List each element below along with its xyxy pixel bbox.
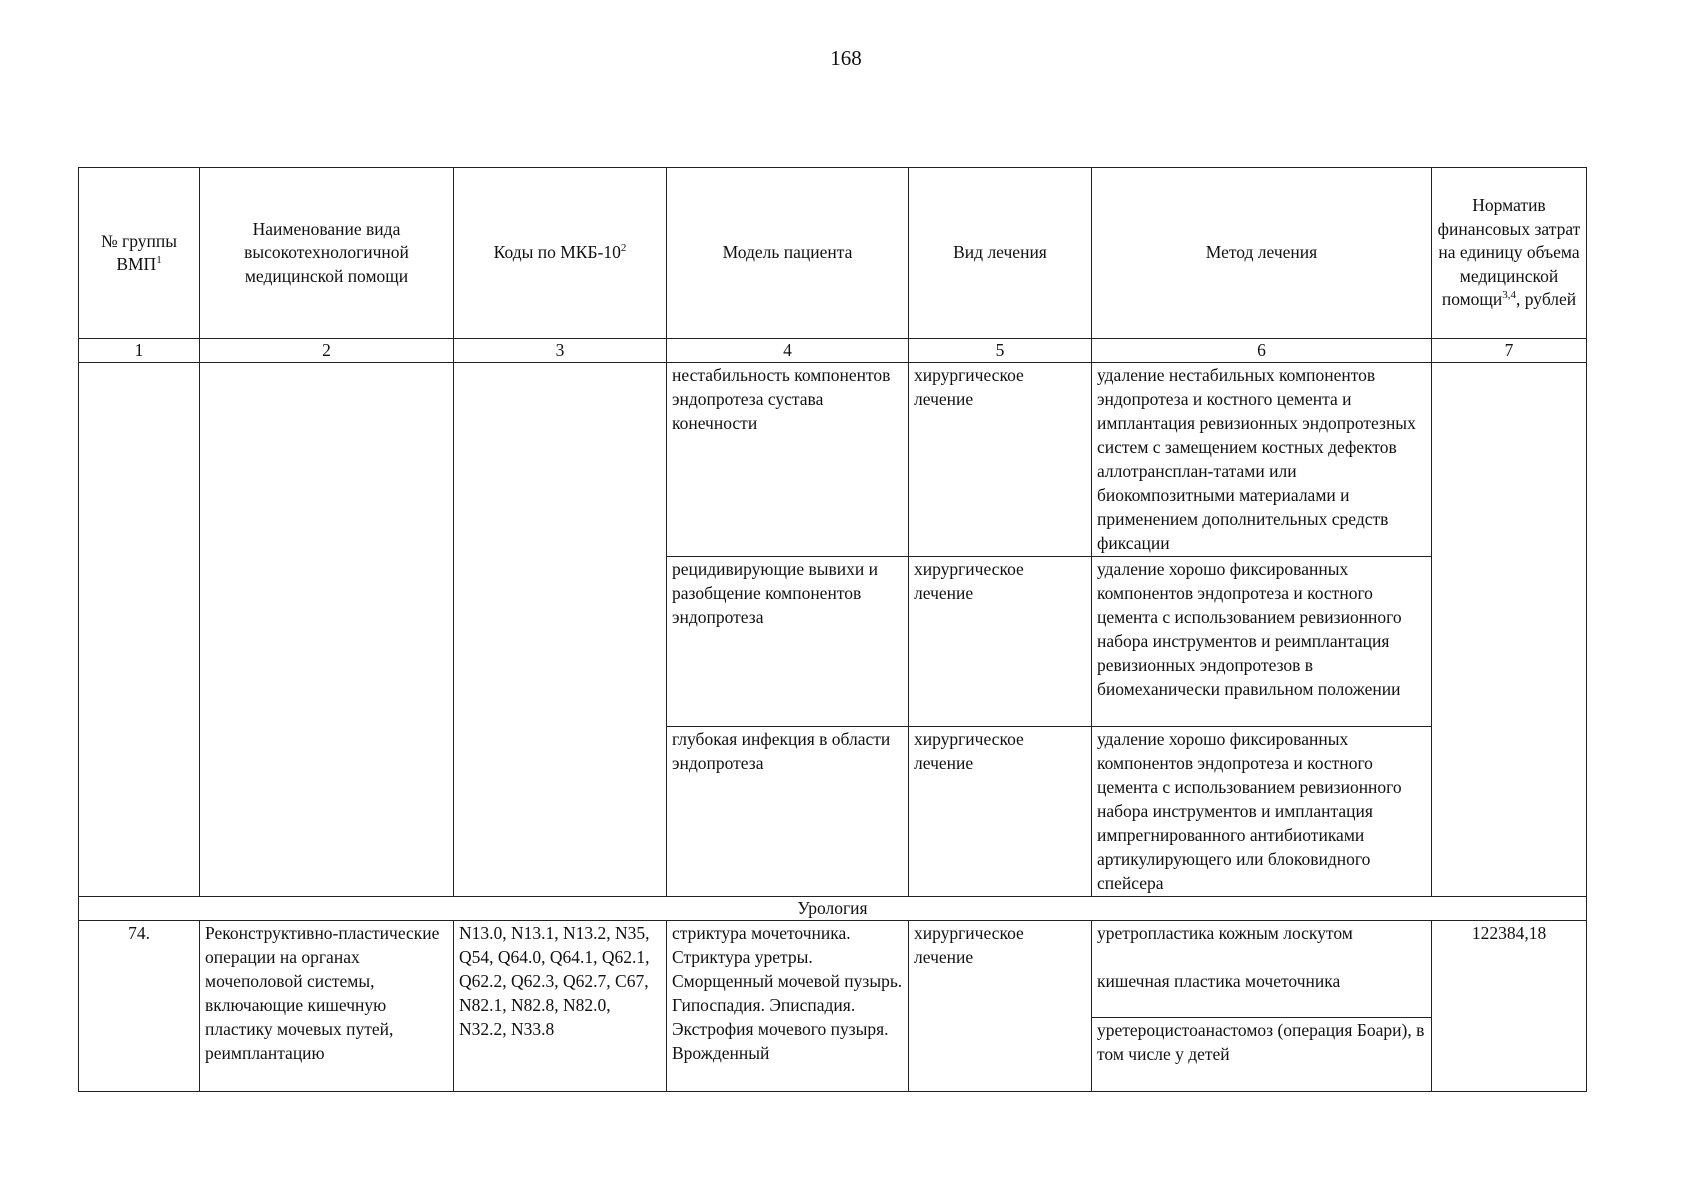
column-number: 5 (909, 339, 1092, 363)
header-treatment-method: Метод лечения (1092, 168, 1432, 339)
icd-codes-cell: N13.0, N13.1, N13.2, N35, Q54, Q64.0, Q64.1, Q62.1, Q62.2, Q62.3, Q62.7, C67, N82.1, N82.8, N82.0, N32.2, N33.8 (454, 921, 667, 1092)
column-number: 3 (454, 339, 667, 363)
cost-cell-empty (1432, 363, 1587, 897)
header-patient-model: Модель пациента (667, 168, 909, 339)
section-row (79, 897, 1587, 921)
icd-codes-cell-empty (454, 363, 667, 897)
header-group-number: № группы ВМП$^1$ (79, 168, 200, 339)
patient-model-cell: стриктура мочеточника. Стриктура уретры. Сморщенный мочевой пузырь. Гипоспадия. Эписпадия. Экстрофия мочевого пузыря. Врожденный (667, 921, 909, 1092)
header-treatment-type: Вид лечения (909, 168, 1092, 339)
table-row (79, 363, 1587, 557)
header-cost-norm: Норматив финансовых затрат на единицу объема медицинской помощи$^{3,4}$, рублей (1432, 168, 1587, 339)
column-number: 7 (1432, 339, 1587, 363)
group-number-cell: 74. (79, 921, 200, 1092)
method-line: уретропластика кожным лоскутом (1097, 923, 1353, 943)
vmp-name-cell-empty (200, 363, 454, 897)
patient-model-cell: рецидивирующие вывихи и разобщение компонентов эндопротеза (667, 557, 909, 727)
header-icd-codes: Коды по МКБ-$10^2$ (454, 168, 667, 339)
treatment-method-cell: удаление хорошо фиксированных компонентов эндопротеза и костного цемента с использованием ревизионного набора инструментов и реимплантация ревизионных эндопротезов в биомеханически правильном положении (1092, 557, 1432, 727)
treatment-type-cell: хирургическое лечение (909, 557, 1092, 727)
treatment-type-cell: хирургическое лечение (909, 921, 1092, 1092)
patient-model-cell: нестабильность компонентов эндопротеза сустава конечности (667, 363, 909, 557)
patient-model-cell: глубокая инфекция в области эндопротеза (667, 727, 909, 897)
header-row (79, 168, 1587, 339)
column-number: 1 (79, 339, 200, 363)
vmp-name-cell: Реконструктивно-пластические операции на органах мочеполовой системы, включающие кишечную пластику мочевых путей, реимплантацию (200, 921, 454, 1092)
treatment-type-cell: хирургическое лечение (909, 727, 1092, 897)
column-number: 6 (1092, 339, 1432, 363)
column-number: 2 (200, 339, 454, 363)
treatment-method-cell: удаление нестабильных компонентов эндопротеза и костного цемента и имплантация ревизионных эндопротезных систем с замещением костных дефектов аллотрансплан-татами или биокомпозитными материалами и применением дополнительных средств фиксации (1092, 363, 1432, 557)
cost-cell: 122384,18 (1432, 921, 1587, 1092)
section-title: Урология (79, 897, 1587, 921)
column-numbers-row (79, 339, 1587, 363)
treatment-type-cell: хирургическое лечение (909, 363, 1092, 557)
page-number: 168 (830, 46, 862, 70)
column-number: 4 (667, 339, 909, 363)
group-number-cell-empty (79, 363, 200, 897)
vmp-table (78, 167, 1587, 1092)
table-row (79, 921, 1587, 1018)
treatment-method-cell (1092, 921, 1432, 1018)
method-line: кишечная пластика мочеточника (1097, 971, 1341, 991)
treatment-method-cell: удаление хорошо фиксированных компонентов эндопротеза и костного цемента с использованием ревизионного набора инструментов и имплантация импрегнированного антибиотиками артикулирующего или блоковидного спейсера (1092, 727, 1432, 897)
header-vmp-name: Наименование вида высокотехнологичной медицинской помощи (200, 168, 454, 339)
treatment-method-cell: уретероцистоанастомоз (операция Боари), в том числе у детей (1092, 1018, 1432, 1092)
